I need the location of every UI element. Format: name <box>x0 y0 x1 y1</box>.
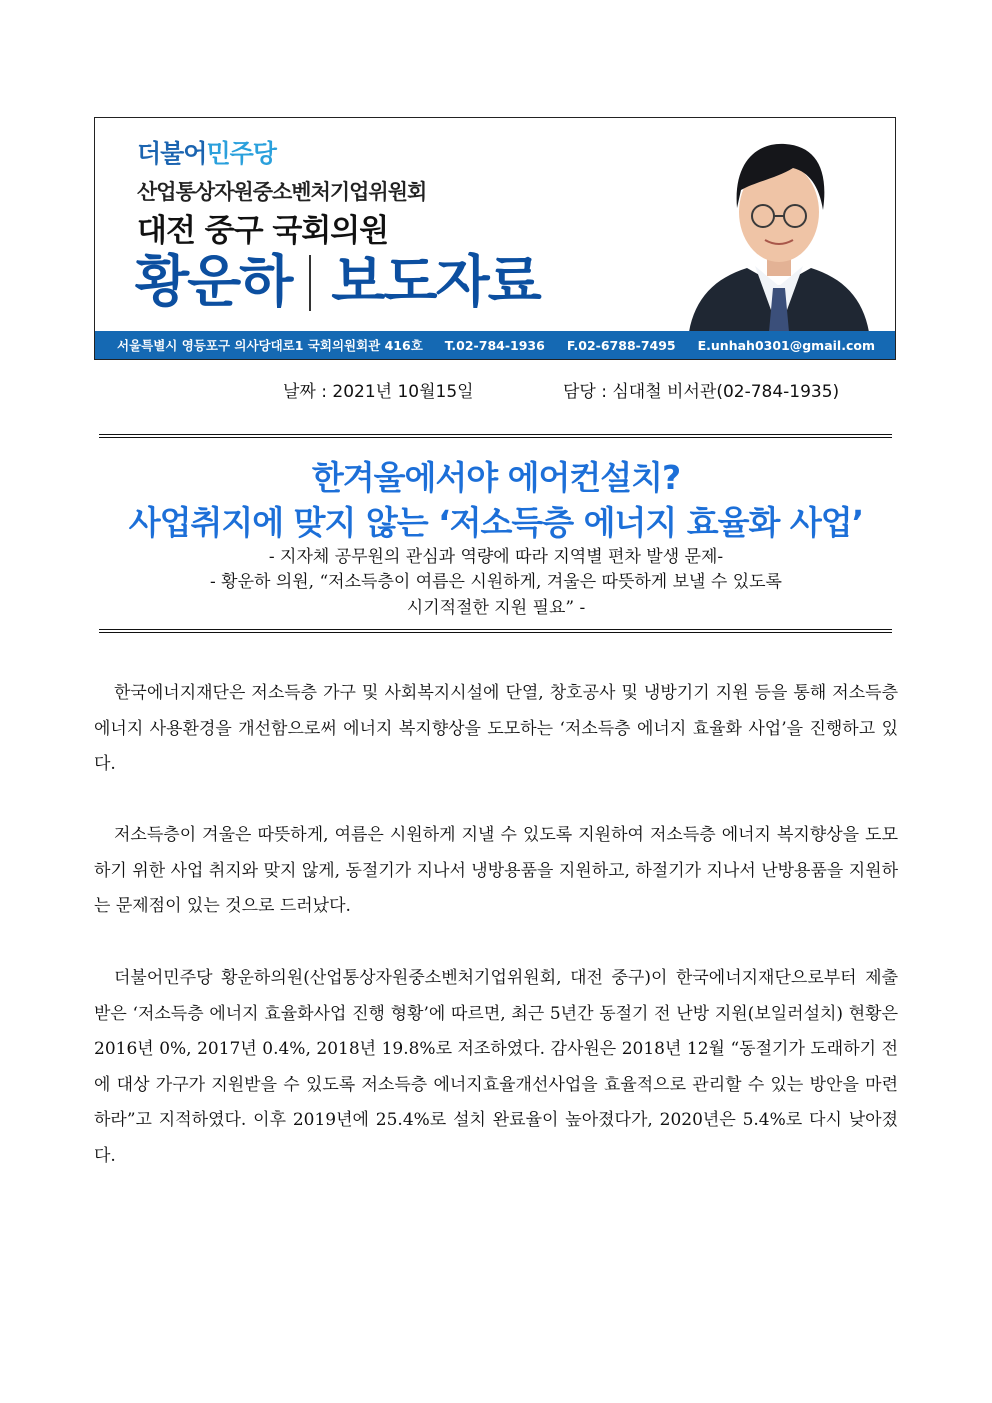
name-separator <box>309 255 311 311</box>
office-fax: F.02-6788-7495 <box>566 337 676 353</box>
headline-line2: 사업취지에 맞지 않는 ‘저소득층 에너지 효율화 사업’ <box>128 503 864 542</box>
headline-line1: 한겨울에서야 에어컨설치? <box>311 458 681 497</box>
member-title: 대전 중구 국회의원 <box>137 213 389 249</box>
body-paragraph-3: 더불어민주당 황운하의원(산업통상자원중소벤처기업위원회, 대전 중구)이 한국에너지재단으로부터 제출받은 ‘저소득층 에너지 효율화사업 진행 형황’에 따르면, 최근 5년간 동절기 전 난방 지원(보일러설치) 현황은 2016년 0%, 2017년 0.4%, 2018년 19.8%로 저조하였다. 감사원은 2018년 12월 “동절기가 도래하기 전에 대상 가구가 지원받을 수 있도록 저소득층 에너지효율개선사업을 효율적으로 관리할 수 있는 방안을 마련하라”고 지적하였다. 이후 2019년에 25.4%로 설치 완료율이 높아졌다가, 2020년은 5.4%로 다시 낮아졌다. <box>94 968 898 1166</box>
subtitle-line2: - 황운하 의원, “저소득층이 여름은 시원하게, 겨울은 따뜻하게 보낼 수 있도록 <box>210 572 782 592</box>
release-date: 날짜 : 2021년 10월15일 <box>283 382 474 402</box>
party-logo-part1: 더불어 <box>137 139 207 168</box>
body-paragraph-1: 한국에너지재단은 저소득층 가구 및 사회복지시설에 단열, 창호공사 및 냉방기기 지원 등을 통해 저소득층 에너지 사용환경을 개선함으로써 에너지 복지향상을 도모하는 ‘저소득층 에너지 효율화 사업’을 진행하고 있다. <box>94 683 898 774</box>
party-logo-part2: 민주당 <box>206 139 276 168</box>
office-address: 서울특별시 영등포구 의사당대로1 국회의원회관 416호 <box>117 338 423 353</box>
committee-name: 산업통상자원중소벤처기업위원회 <box>137 180 427 204</box>
press-header <box>94 117 896 360</box>
top-double-rule <box>99 434 892 438</box>
party-logo <box>137 134 276 170</box>
document-type: 보도자료 <box>331 250 540 315</box>
member-name: 황운하 <box>135 250 292 315</box>
name-row <box>135 246 540 320</box>
contact-person: 담당 : 심대철 비서관(02-784-1935) <box>563 382 840 402</box>
subtitle-line1: - 지자체 공무원의 관심과 역량에 따라 지역별 편차 발생 문제- <box>268 547 724 567</box>
body-paragraph-2: 저소득층이 겨울은 따뜻하게, 여름은 시원하게 지낼 수 있도록 지원하여 저소득층 에너지 복지향상을 도모하기 위한 사업 취지와 맞지 않게, 동절기가 지나서 냉방용품을 지원하고, 하절기가 지나서 난방용품을 지원하는 문제점이 있는 것으로 드러났다. <box>94 825 898 916</box>
subtitle-line3: 시기적절한 지원 필요” - <box>406 598 586 618</box>
member-portrait <box>681 126 877 332</box>
office-email: E.unhah0301@gmail.com <box>697 337 875 353</box>
bottom-double-rule <box>99 629 892 633</box>
contact-bar <box>95 331 895 359</box>
office-phone: T.02-784-1936 <box>444 337 545 353</box>
